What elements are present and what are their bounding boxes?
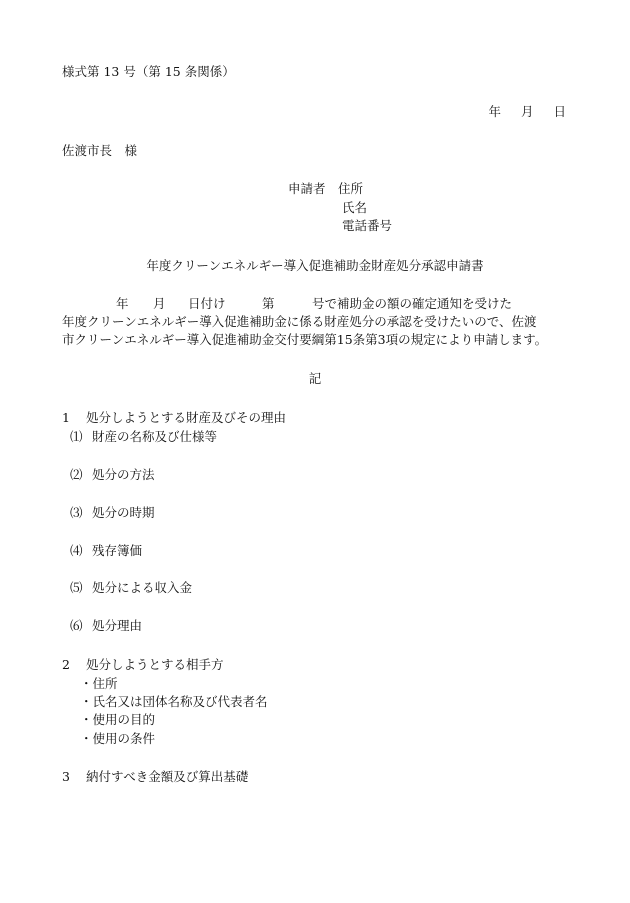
section-2-heading bbox=[62, 657, 224, 673]
item-label: 残存簿価 bbox=[92, 543, 143, 558]
section-1-heading bbox=[62, 410, 286, 426]
addressee: 佐渡市長 様 bbox=[62, 143, 138, 158]
item-number: ⑵ bbox=[70, 467, 83, 482]
date-year-label: 年 bbox=[488, 104, 501, 119]
body-line-1 bbox=[116, 296, 512, 312]
section-2-bullet-4: ・使用の条件 bbox=[80, 731, 156, 746]
body-day-label: 日付け bbox=[188, 296, 226, 311]
form-number: 様式第 13 号（第 15 条関係） bbox=[62, 64, 235, 79]
section-1-item-4 bbox=[70, 543, 142, 559]
section-1-item-2 bbox=[70, 467, 155, 483]
item-label: 財産の名称及び仕様等 bbox=[92, 429, 218, 444]
item-number: ⑴ bbox=[70, 429, 83, 444]
date-line bbox=[488, 104, 566, 120]
applicant-name-label: 氏名 bbox=[342, 200, 368, 215]
section-2-title: 処分しようとする相手方 bbox=[86, 657, 224, 672]
document-title: 年度クリーンエネルギー導入促進補助金財産処分承認申請書 bbox=[146, 258, 484, 273]
section-1-number: 1 bbox=[62, 410, 70, 425]
body-line-1-rest: 号で補助金の額の確定通知を受けた bbox=[312, 296, 513, 311]
body-year-label: 年 bbox=[116, 296, 129, 311]
item-number: ⑷ bbox=[70, 543, 83, 558]
section-2-bullet-1: ・住所 bbox=[80, 676, 118, 691]
body-line-2: 年度クリーンエネルギー導入促進補助金に係る財産処分の承認を受けたいので、佐渡 bbox=[62, 314, 537, 329]
section-3-heading bbox=[62, 769, 248, 785]
item-label: 処分による収入金 bbox=[92, 580, 193, 595]
body-month-label: 月 bbox=[153, 296, 166, 311]
date-day-label: 日 bbox=[553, 104, 566, 119]
section-1-title: 処分しようとする財産及びその理由 bbox=[86, 410, 287, 425]
section-2-number: 2 bbox=[62, 657, 70, 672]
item-number: ⑶ bbox=[70, 505, 83, 520]
section-1-item-6 bbox=[70, 618, 142, 634]
section-2-bullet-3: ・使用の目的 bbox=[80, 712, 156, 727]
item-number: ⑸ bbox=[70, 580, 83, 595]
item-number: ⑹ bbox=[70, 618, 83, 633]
section-1-item-5 bbox=[70, 580, 192, 596]
section-3-title: 納付すべき金額及び算出基礎 bbox=[86, 769, 249, 784]
item-label: 処分の時期 bbox=[92, 505, 155, 520]
section-3-number: 3 bbox=[62, 769, 70, 784]
applicant-address-label: 申請者 住所 bbox=[288, 181, 364, 196]
body-line-3: 市クリーンエネルギー導入促進補助金交付要綱第15条第3項の規定により申請します。 bbox=[62, 332, 548, 347]
date-month-label: 月 bbox=[520, 104, 534, 119]
applicant-phone-label: 電話番号 bbox=[342, 218, 393, 233]
section-2-bullet-2: ・氏名又は団体名称及び代表者名 bbox=[80, 694, 268, 709]
ki-marker: 記 bbox=[308, 371, 322, 386]
item-label: 処分理由 bbox=[92, 618, 143, 633]
item-label: 処分の方法 bbox=[92, 467, 155, 482]
section-1-item-3 bbox=[70, 505, 155, 521]
body-dai-label: 第 bbox=[262, 296, 275, 311]
section-1-item-1 bbox=[70, 429, 217, 445]
